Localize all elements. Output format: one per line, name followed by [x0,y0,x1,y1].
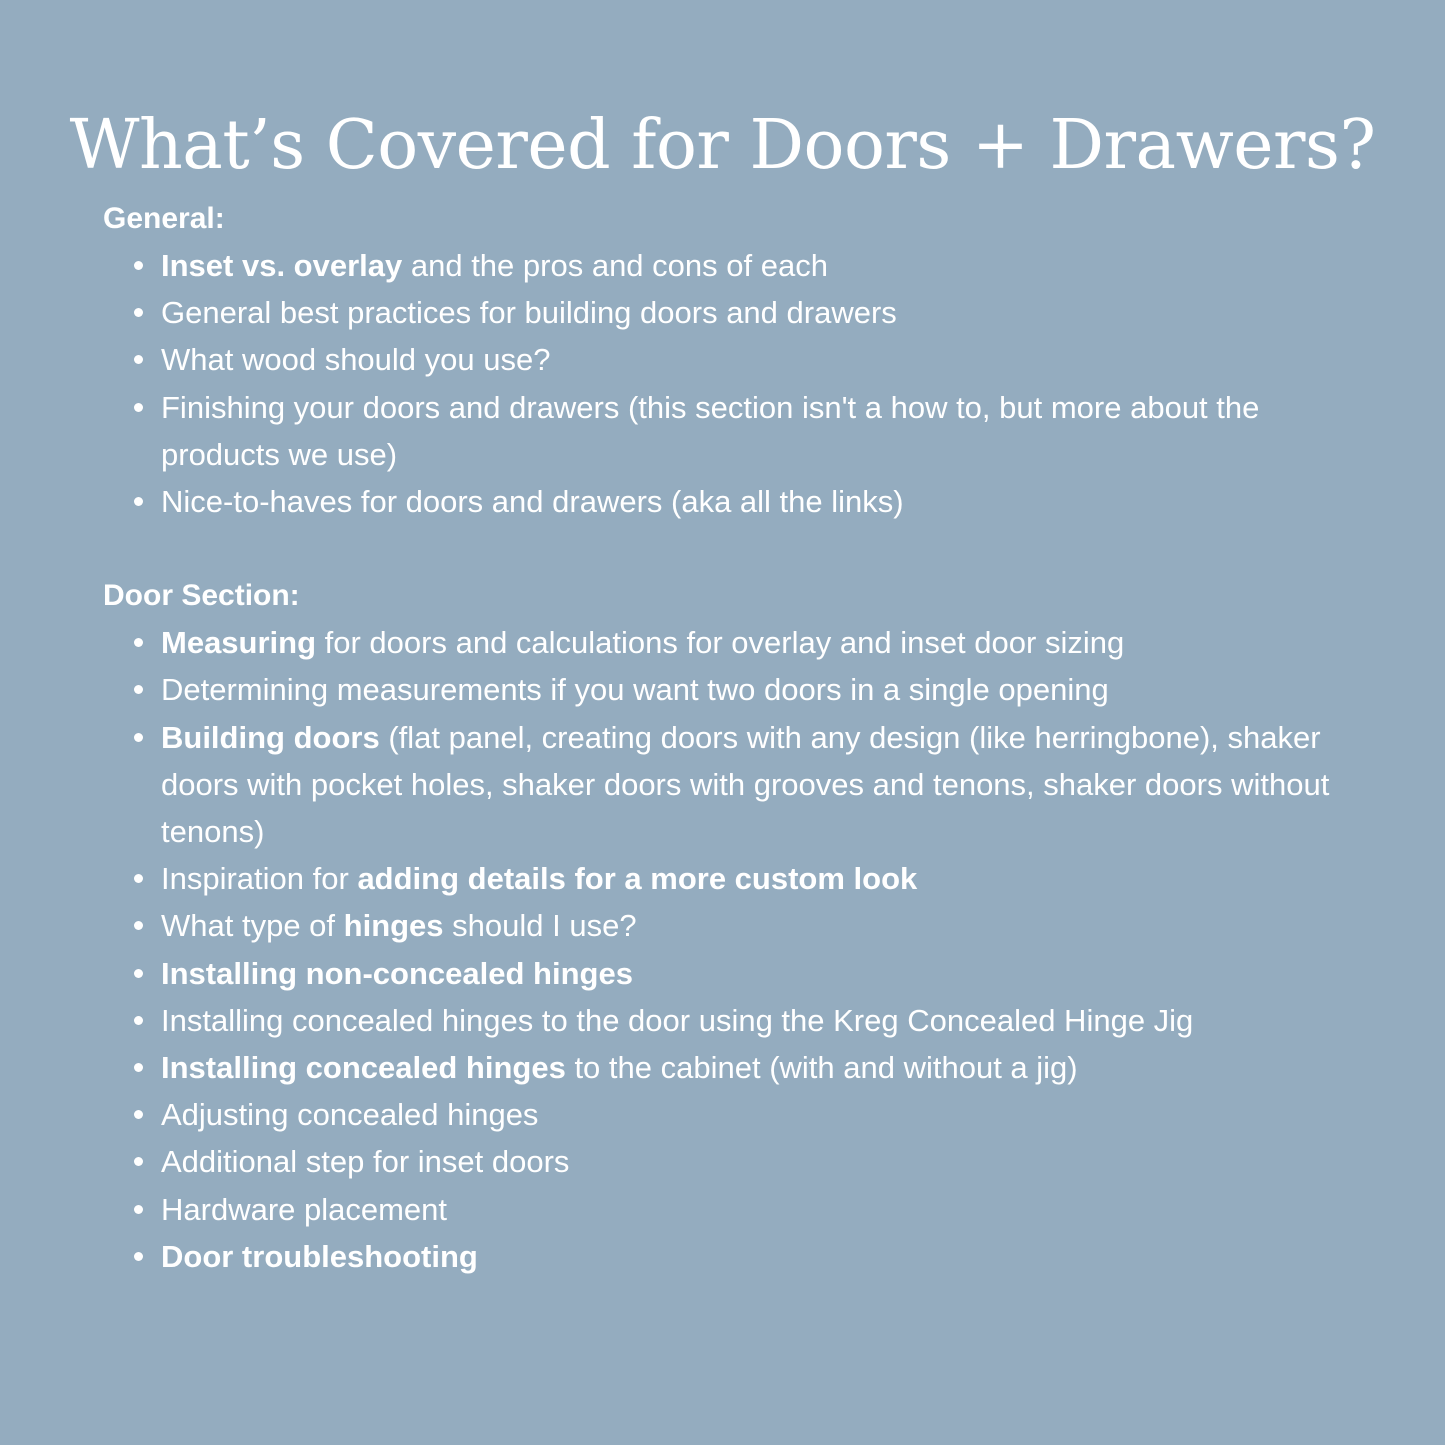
bullet-icon [134,733,143,742]
list-item: Determining measurements if you want two doors in a single opening [103,666,1351,713]
door-list [103,619,1403,1280]
list-item: Inspiration for adding details for a more custom look [103,855,1351,902]
bullet-icon [134,874,143,883]
bullet-icon [134,403,143,412]
bullet-icon [134,1157,143,1166]
general-list [103,242,1403,525]
bullet-icon [134,261,143,270]
section-heading-general: General: [103,202,225,235]
bullet-icon [134,497,143,506]
list-item: Installing non-concealed hinges [103,950,1351,997]
list-item: What wood should you use? [103,336,1351,383]
list-item: Installing concealed hinges to the door using the Kreg Concealed Hinge Jig [103,997,1351,1044]
list-item: Adjusting concealed hinges [103,1091,1351,1138]
page-title: What’s Covered for Doors + Drawers? [69,106,1376,185]
list-item: Additional step for inset doors [103,1138,1351,1185]
bullet-icon [134,921,143,930]
section-spacer [103,525,1403,572]
list-item: Door troubleshooting [103,1233,1351,1280]
list-item: Measuring for doors and calculations for overlay and inset door sizing [103,619,1351,666]
list-item: Finishing your doors and drawers (this section isn't a how to, but more about the products we use) [103,384,1351,478]
bullet-icon [134,1016,143,1025]
bullet-icon [134,1110,143,1119]
bullet-icon [134,308,143,317]
list-item: Building doors (flat panel, creating doors with any design (like herringbone), shaker doors with pocket holes, shaker doors with grooves and tenons, shaker doors without tenons) [103,714,1351,856]
list-item: General best practices for building doors and drawers [103,289,1351,336]
list-item: Hardware placement [103,1186,1351,1233]
bullet-icon [134,638,143,647]
list-item: Installing concealed hinges to the cabinet (with and without a jig) [103,1044,1351,1091]
bullet-icon [134,1252,143,1261]
list-item: Nice-to-haves for doors and drawers (aka all the links) [103,478,1351,525]
list-item: Inset vs. overlay and the pros and cons of each [103,242,1351,289]
section-heading-door: Door Section: [103,579,300,613]
bullet-icon [134,1063,143,1072]
bullet-icon [134,685,143,694]
bullet-icon [134,1205,143,1214]
list-item: What type of hinges should I use? [103,902,1351,949]
bullet-icon [134,355,143,364]
content [103,195,1403,1280]
bullet-icon [134,969,143,978]
